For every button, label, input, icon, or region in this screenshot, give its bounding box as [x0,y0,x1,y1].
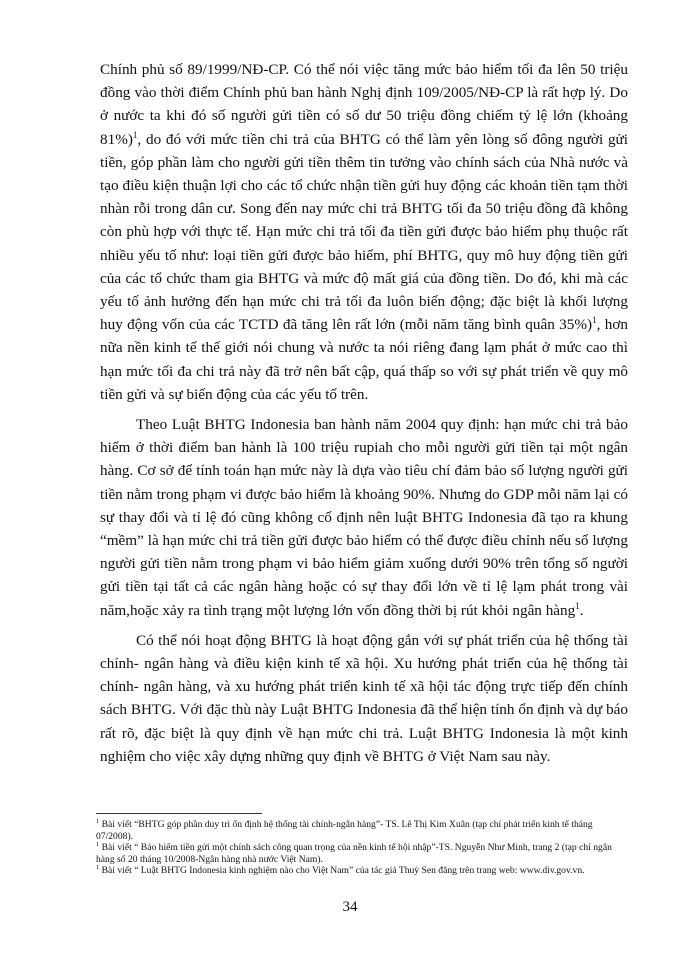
footnote-divider [96,813,262,814]
paragraph-3-text: Có thể nói hoạt động BHTG là hoạt động gắn với sự phát triển của hệ thống tài chính- ngân hàng và điều kiện kinh tế xã hội. Xu hướng phát triển của hệ thống tài chính- ngân hàng, và xu hướng phát triển kinh tế xã hội tác động trực tiếp đến chính sách BHTG. Với đặc thù này Luật BHTG Indonesia đã thể hiện tính ổn định và dự báo rất rõ, đặc biệt là quy định về hạn mức chi trả. Luật BHTG Indonesia là một kinh nghiệm cho việc xây dựng những quy định về BHTG ở Việt Nam sau này. [100,631,628,765]
page-number: 34 [342,899,358,915]
paragraph-1-tail: , do đó với mức tiền chi trả của BHTG có thể làm yên lòng số đông người gửi tiền, góp phần làm cho người gửi tiền thêm tin tưởng vào chính sách của Nhà nước và tạo điều kiện thuận lợi cho các tổ chức nhận tiền gửi huy động các khoản tiền tạm thời nhàn rỗi trong dân cư. Song đến nay mức chi trả BHTG tối đa 50 triệu đồng đã không còn phù hợp với thực tế. Hạn mức chi trả tối đa tiền gửi được bảo hiểm phụ thuộc rất nhiều yếu tố như: loại tiền gửi được bảo hiểm, phí BHTG, quy mô huy động tiền gửi của các tổ chức tham gia BHTG và mức độ mất giá của đồng tiền. Do đó, khi mà các yếu tố ảnh hưởng đến hạn mức chi trả tối đa luôn biến động; đặc biệt là khối lượng huy động vốn của các TCTD đã tăng lên rất lớn (mỗi năm tăng bình quân 35%) [100,130,628,334]
footnote-ref-2[interactable]: 1 [592,315,597,326]
footnote-3-text: Bài viết “ Luật BHTG Indonesia kinh nghiệm nào cho Việt Nam” của tác giả Thuỳ Sen đăng trên trang web: www.div.gov.vn. [99,865,585,877]
footnote-1-text: Bài viết “BHTG góp phần duy trì ổn định hệ thống tài chính-ngân hàng”- TS. Lê Thị Kim Xuân (tạp chí phát triển kinh tế tháng 07/2008). [96,819,593,842]
footnote-1-mark: 1 [96,817,100,825]
footnote-2 [96,842,628,865]
document-body [100,58,628,768]
footnote-3-mark: 1 [96,864,100,872]
footnote-1 [96,819,628,842]
paragraph-2 [100,413,628,622]
footnote-2-text: Bài viết “ Bảo hiểm tiền gửi một chính sách công quan trọng của nền kinh tế hội nhập”-TS. Nguyễn Như Minh, trang 2 (tạp chí ngân hàng số 20 tháng 10/2008-Ngân hàng nhà nước Việt Nam). [96,842,612,865]
paragraph-2-tail: . [579,601,584,619]
footnote-ref-3[interactable]: 1 [575,600,580,611]
paragraph-1-text: Chính phủ số 89/1999/NĐ-CP. Có thể nói việc tăng mức bảo hiểm tối đa lên 50 triệu đồng vào thời điểm Chính phủ ban hành Nghị định 109/2005/NĐ-CP là rất hợp lý. Do ở nước ta khi đó số người gửi tiền có số dư 50 triệu đồng chiếm tỷ lệ lớn (khoảng 81%) [100,61,628,148]
footnote-2-mark: 1 [96,841,100,848]
footnote-ref-1[interactable]: 1 [132,129,138,140]
paragraph-1-tail2: , hơn nữa nền kinh tế thế giới nói chung và nước ta nói riêng đang lạm phát ở mức cao thì hạn mức tối đa chi trả này đã trở nên bất cập, quá thấp so với sự phát triển về quy mô tiền gửi và sự biến động của các yếu tố trên. [100,316,628,403]
paragraph-1 [100,58,628,406]
paragraph-2-text: Theo Luật BHTG Indonesia ban hành năm 2004 quy định: hạn mức chi trả bảo hiểm ở thời điểm ban hành là 100 triệu rupiah cho mỗi người gửi tiền tại một ngân hàng. Cơ sở để tính toán hạn mức này là dựa vào tiêu chí đảm bảo số lượng người gửi tiền nằm trong phạm vi được bảo hiểm là khoảng 90%. Nhưng do GDP mỗi năm lại có sự thay đổi và tỉ lệ đó cũng không cố định nên luật BHTG Indonesia đã tạo ra khung “mềm” là hạn mức chi trả tiền gửi được bảo hiểm có thể được điều chỉnh nếu số lượng người gửi tiền nằm trong phạm vi bảo hiểm giảm xuống dưới 90% trên tổng số người gửi tiền tại tất cả các ngân hàng hoặc có sự thay đổi lớn về tỉ lệ lạm phát trong vài năm,hoặc xảy ra tình trạng một lượng lớn vốn đồng thời bị rút khỏi ngân hàng [100,416,628,619]
footnote-3 [96,865,628,877]
paragraph-3 [100,629,628,768]
footnotes [96,819,628,877]
